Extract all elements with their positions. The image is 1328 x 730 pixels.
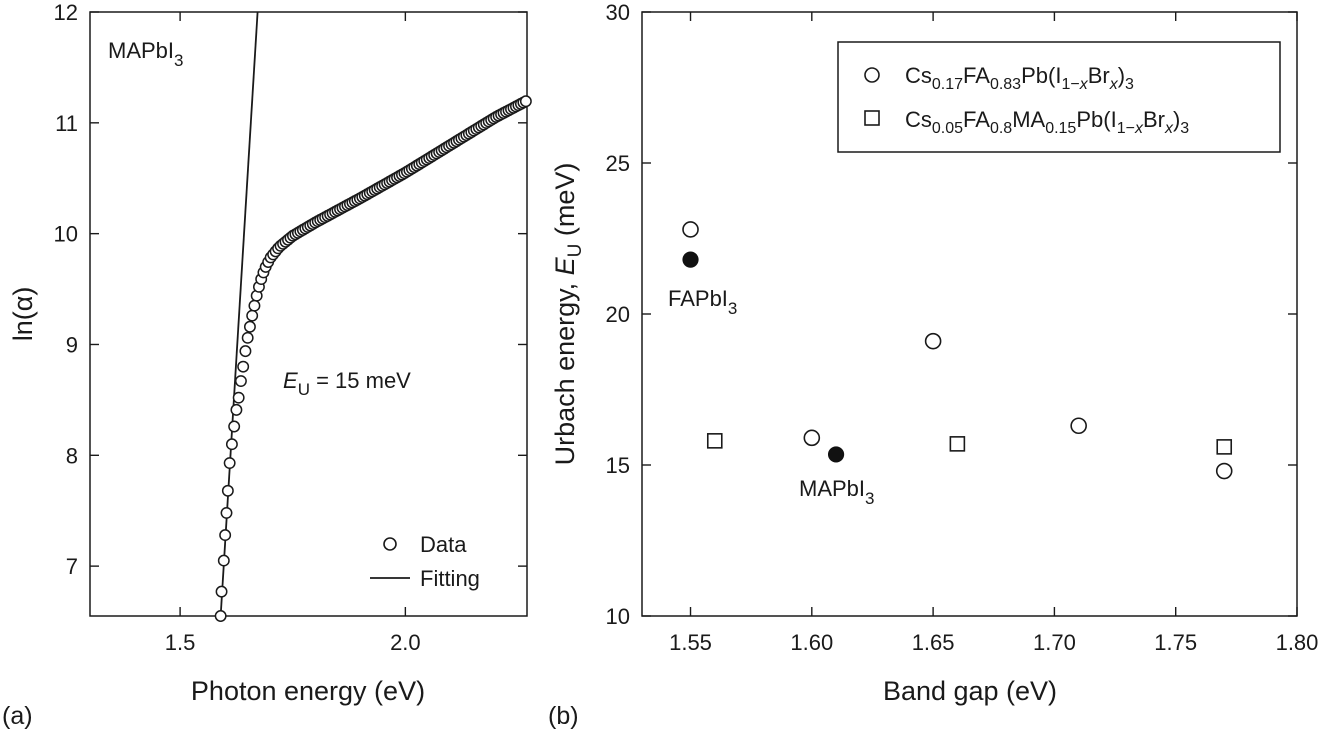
data-point bbox=[521, 96, 531, 106]
data-point bbox=[236, 376, 246, 386]
panel-a bbox=[2, 0, 531, 730]
panel-a-y-tick-label: 7 bbox=[65, 554, 78, 580]
data-point bbox=[231, 405, 241, 415]
panel-b-label: (b) bbox=[548, 702, 579, 730]
legend-fitting-label: Fitting bbox=[420, 566, 480, 591]
data-point bbox=[233, 392, 243, 402]
panel-a-x-tick-label: 1.5 bbox=[164, 630, 196, 655]
data-point bbox=[242, 333, 252, 343]
panel-b-y-tick-label: 15 bbox=[605, 453, 630, 478]
panel-b-legend bbox=[838, 42, 1280, 152]
panel-a-urbach-annotation: $E_U = 15$ meV bbox=[283, 368, 411, 399]
panel-a-plot-frame bbox=[90, 12, 527, 616]
panel-b bbox=[548, 0, 1318, 730]
data-point bbox=[221, 508, 231, 518]
circle-point bbox=[1217, 464, 1232, 479]
circle-point bbox=[926, 334, 941, 349]
circle-point bbox=[1071, 418, 1086, 433]
panel-a-marks bbox=[215, 12, 531, 621]
panel-a-ticks bbox=[90, 12, 527, 616]
legend-cs005-label: $Cs_{0.05}FA_{0.8}MA_{0.15}Pb(I_{1-}xBr_x)_3$ bbox=[905, 107, 1190, 137]
panel-b-x-tick-label: 1.80 bbox=[1275, 630, 1319, 655]
panel-b-x-tick-label: 1.65 bbox=[911, 630, 955, 655]
square-point bbox=[708, 434, 722, 448]
legend-data-marker bbox=[384, 538, 396, 550]
legend-data-label: Data bbox=[420, 532, 467, 557]
panel-a-y-tick-label: 9 bbox=[65, 332, 78, 358]
data-point bbox=[216, 586, 226, 596]
panel-a-y-tick-label: 12 bbox=[53, 0, 78, 25]
data-point bbox=[223, 486, 233, 496]
mapbi3-point bbox=[829, 447, 844, 462]
panel-b-y-axis-title: Urbach energy, $E_U$ (meV) bbox=[550, 162, 586, 466]
data-point bbox=[240, 346, 250, 356]
panel-b-marks bbox=[683, 222, 1232, 479]
panel-b-y-tick-label: 10 bbox=[605, 604, 630, 629]
data-point bbox=[229, 421, 239, 431]
data-point bbox=[220, 530, 230, 540]
panel-a-y-tick-label: 8 bbox=[65, 443, 78, 469]
panel-b-y-tick-label: 25 bbox=[605, 151, 630, 176]
circle-point bbox=[683, 222, 698, 237]
panel-a-label: (a) bbox=[2, 702, 33, 730]
panel-a-x-axis-title: Photon energy (eV) bbox=[190, 676, 426, 706]
legend-cs017-label: $Cs_{0.17}FA_{0.83}Pb(I_{1-}xBr_x)_3$ bbox=[905, 63, 1134, 93]
data-point bbox=[249, 300, 259, 310]
square-point bbox=[950, 437, 964, 451]
panel-a-y-tick-label: 11 bbox=[55, 110, 78, 136]
panel-a-tick-labels bbox=[54, 0, 421, 655]
panel-a-y-axis-title: ln(α) bbox=[8, 286, 38, 342]
panel-b-y-tick-label: 30 bbox=[605, 0, 630, 25]
fapbi3-point bbox=[683, 252, 698, 267]
panel-a-x-tick-label: 2.0 bbox=[390, 630, 421, 655]
panel-b-x-tick-label: 1.60 bbox=[790, 630, 834, 655]
panel-b-x-tick-label: 1.55 bbox=[669, 630, 712, 655]
panel-b-x-tick-label: 1.70 bbox=[1032, 630, 1076, 655]
panel-a-material-label: MAPbI$_3$ bbox=[108, 38, 184, 70]
data-point bbox=[227, 439, 237, 449]
data-point bbox=[219, 555, 229, 565]
data-point bbox=[247, 310, 257, 320]
data-point bbox=[224, 458, 234, 468]
mapbi3-point-label: MAPbI$_3$ bbox=[799, 476, 875, 508]
circle-point bbox=[804, 430, 819, 445]
panel-a-y-tick-label: 10 bbox=[53, 221, 78, 247]
data-point bbox=[245, 322, 255, 332]
panel-b-x-tick-label: 1.75 bbox=[1154, 630, 1198, 655]
data-point bbox=[238, 361, 248, 371]
panel-a-legend bbox=[370, 532, 480, 591]
panel-b-x-axis-title: Band gap (eV) bbox=[882, 676, 1058, 706]
panel-b-y-tick-label: 20 bbox=[605, 302, 630, 327]
legend-cs017-marker bbox=[865, 68, 879, 82]
square-point bbox=[1217, 440, 1231, 454]
fapbi3-point-label: FAPbI$_3$ bbox=[668, 286, 738, 318]
legend-cs005-marker bbox=[865, 111, 879, 125]
data-point bbox=[215, 611, 225, 621]
